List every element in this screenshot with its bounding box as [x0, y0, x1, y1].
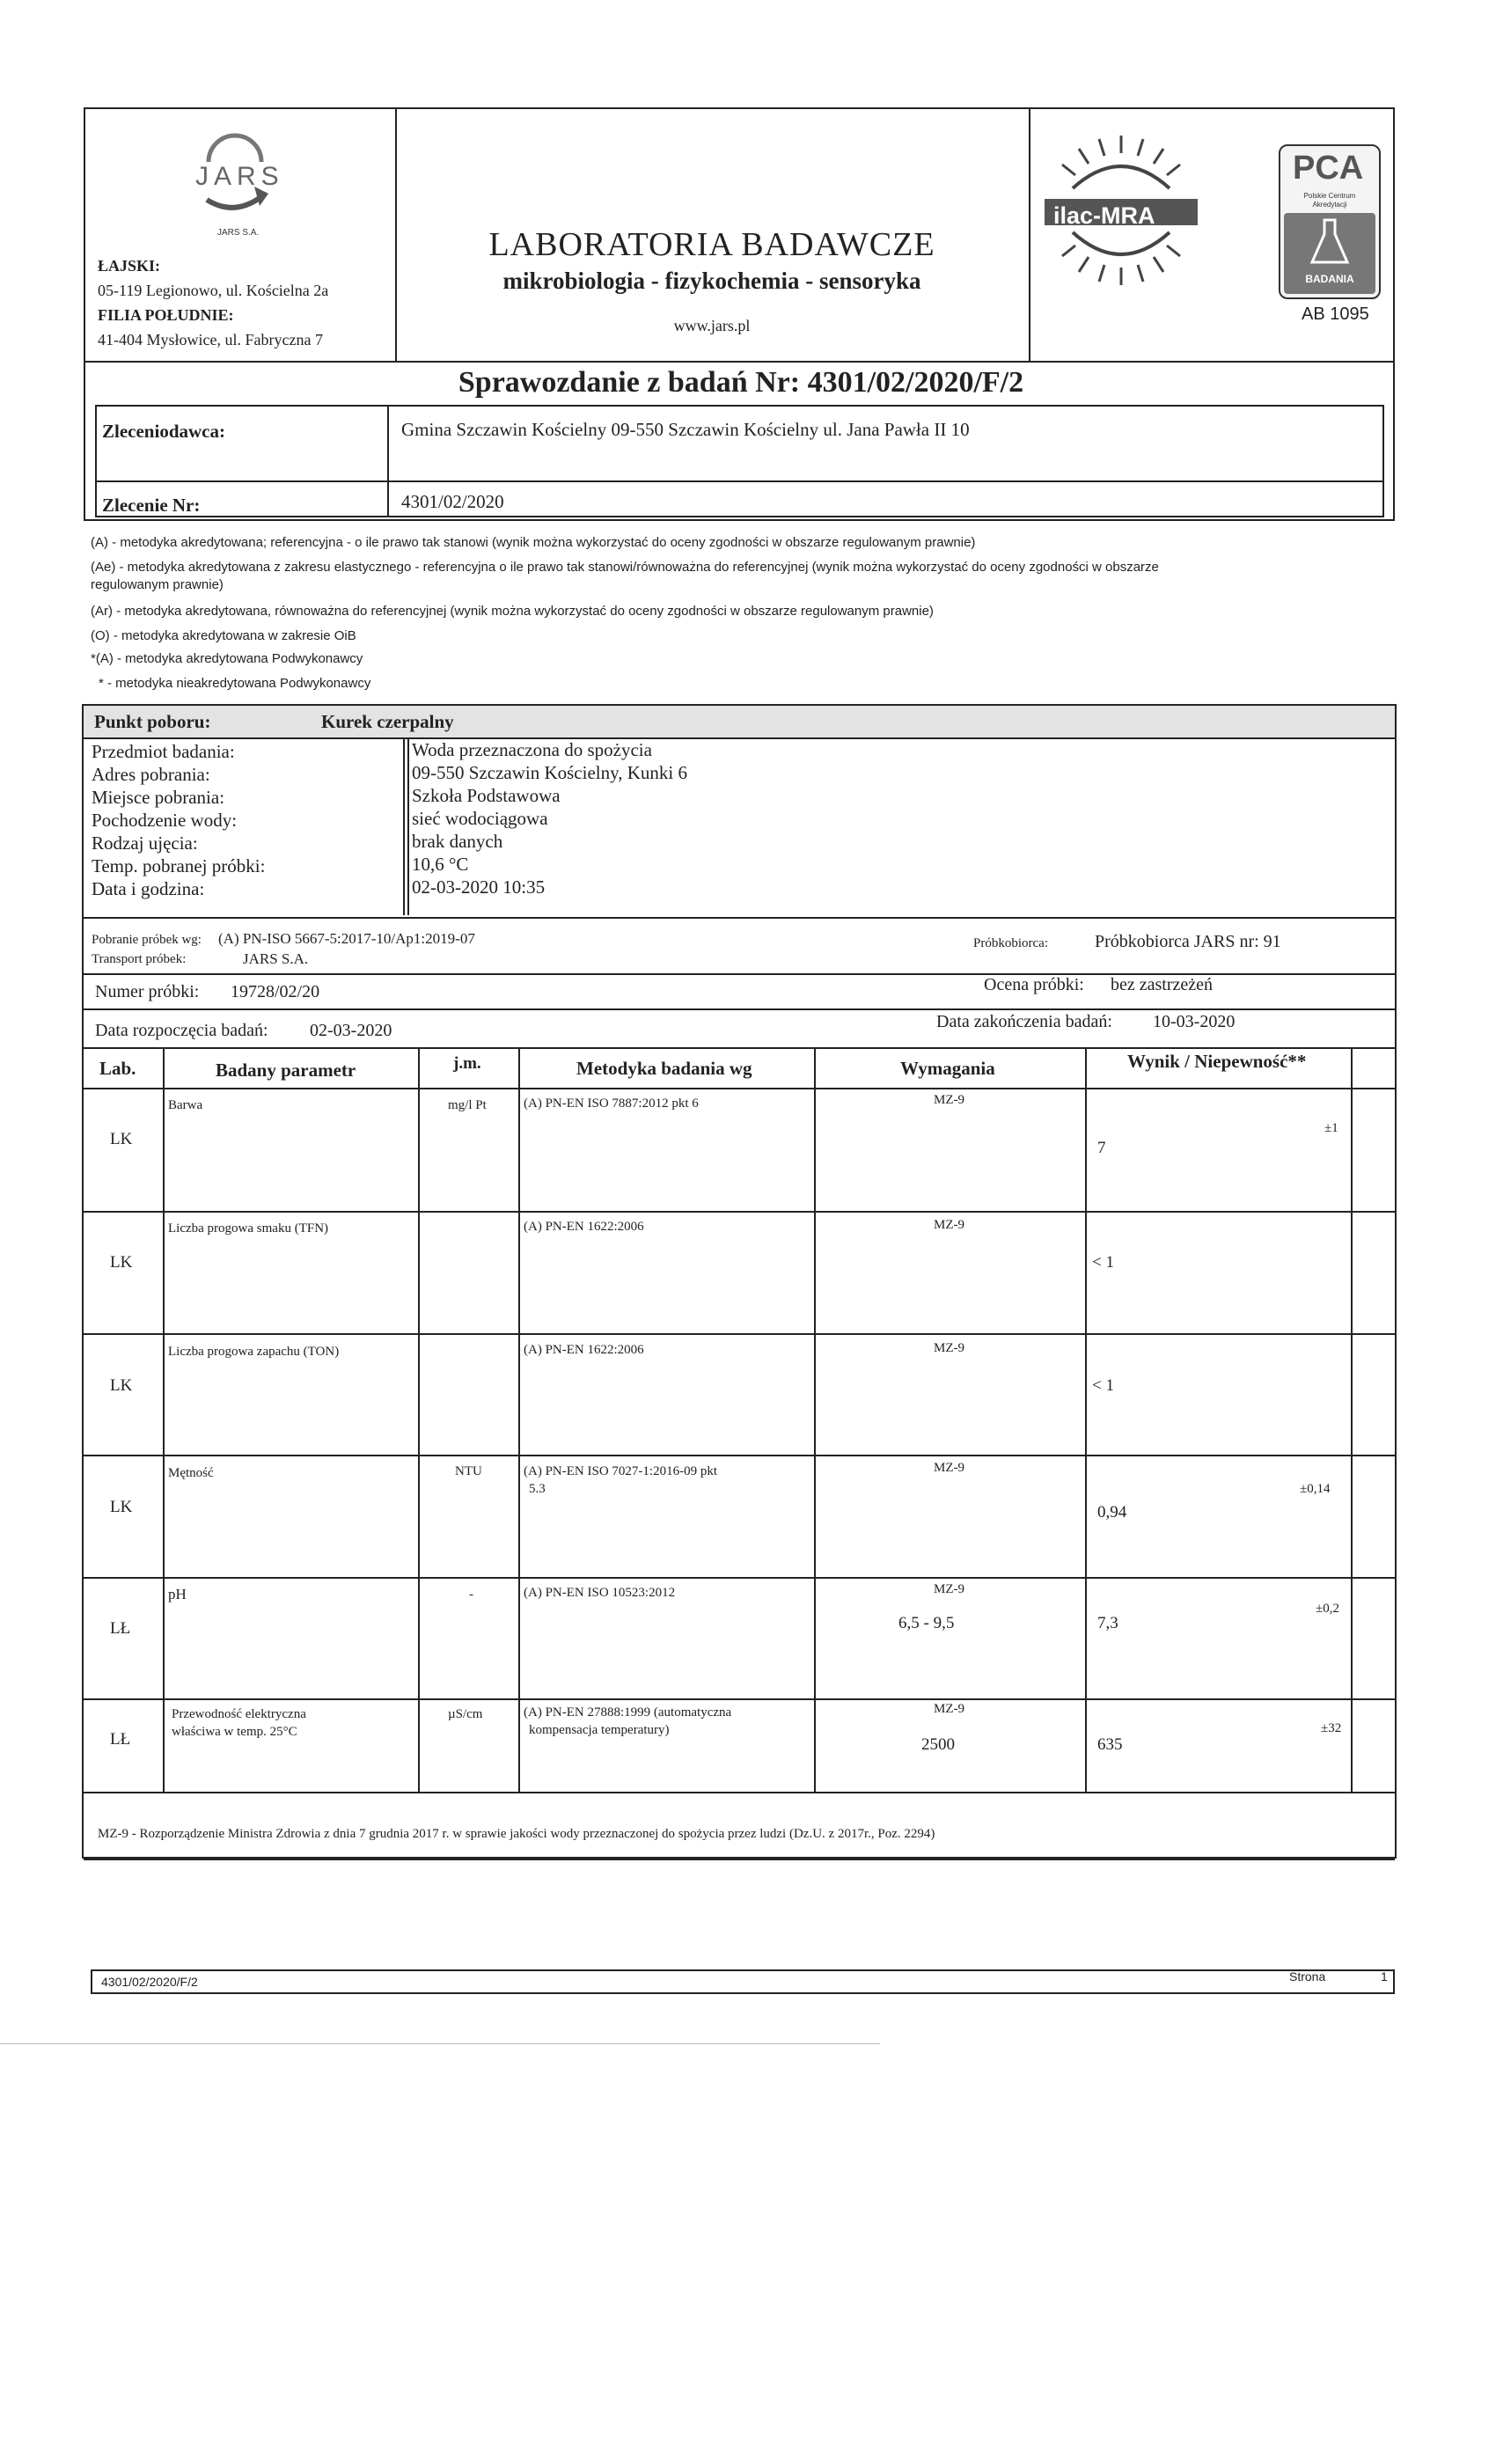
pca-line2: Akredytacji [1312, 201, 1347, 209]
row-lab: LK [110, 1376, 133, 1395]
row-method: (A) PN-EN 1622:2006 [524, 1220, 644, 1234]
sample-number-label: Numer próbki: [95, 982, 200, 1001]
sample-field-label: Pochodzenie wody: [92, 810, 238, 831]
lab-subtitle: mikrobiologia - fizykochemia - sensoryka [502, 268, 921, 294]
row-requirement-code: MZ-9 [934, 1093, 964, 1107]
row-result: 635 [1097, 1735, 1123, 1754]
note-line: (A) - metodyka akredytowana; referencyjna - o ile prawo tak stanowi (wynik można wykorzystać do oceny zgodności w obszarze regulowanym prawnie) [91, 535, 976, 550]
row-lab: LŁ [110, 1730, 131, 1749]
row-unit: µS/cm [448, 1707, 483, 1721]
sample-field-value: 10,6 °C [412, 854, 469, 875]
row-parameter: Przewodność elektryczna [172, 1707, 306, 1721]
sample-field-value: Woda przeznaczona do spożycia [412, 739, 652, 760]
sample-field-label: Data i godzina: [92, 878, 205, 899]
footer-page-label: Strona [1289, 1969, 1326, 1984]
note-line: (O) - metodyka akredytowana w zakresie OiB [91, 628, 356, 643]
row-result: < 1 [1092, 1253, 1114, 1272]
note-line: *(A) - metodyka akredytowana Podwykonawcy [91, 651, 363, 666]
footer-report-number: 4301/02/2020/F/2 [101, 1975, 198, 1989]
page-footer [91, 1969, 1395, 1994]
note-line: regulowanym prawnie) [91, 577, 224, 592]
sampler-value: Próbkobiorca JARS nr: 91 [1095, 932, 1281, 951]
flask-panel [1284, 213, 1375, 294]
start-date-value: 02-03-2020 [310, 1021, 392, 1040]
hq-label: ŁAJSKI: [98, 257, 161, 275]
assessment-value: bez zastrzeżeń [1111, 975, 1214, 994]
report-title: Sprawozdanie z badań Nr: 4301/02/2020/F/2 [458, 366, 1024, 399]
row-uncertainty: ±0,2 [1316, 1602, 1339, 1616]
row-lab: LK [110, 1498, 133, 1516]
row-unit: NTU [455, 1464, 482, 1478]
row-parameter: Liczba progowa zapachu (TON) [168, 1345, 340, 1359]
row-lab: LŁ [110, 1619, 131, 1638]
results-table [84, 1047, 1395, 1841]
sample-field-value: sieć wodociągowa [412, 808, 548, 829]
row-method: (A) PN-EN ISO 10523:2012 [524, 1586, 676, 1600]
pca-line1: Polskie Centrum [1303, 192, 1356, 200]
pca-badge-label: BADANIA [1305, 273, 1354, 285]
row-parameter: Mętność [168, 1466, 214, 1480]
logo-text: JARS [195, 162, 284, 191]
client-value: Gmina Szczawin Kościelny 09-550 Szczawin Kościelny ul. Jana Pawła II 10 [401, 419, 970, 440]
lab-website: www.jars.pl [673, 317, 751, 334]
row-requirement-code: MZ-9 [934, 1582, 964, 1596]
row-result: 7 [1097, 1139, 1106, 1157]
order-value: 4301/02/2020 [401, 491, 504, 512]
transport-value: JARS S.A. [243, 950, 309, 967]
row-result: < 1 [1092, 1376, 1114, 1395]
row-parameter: Barwa [168, 1098, 203, 1112]
row-uncertainty: ±32 [1321, 1721, 1342, 1735]
sample-number-value: 19728/02/20 [231, 982, 320, 1001]
note-line: (Ar) - metodyka akredytowana, równoważna do referencyjnej (wynik można wykorzystać do oceny zgodności w obszarze regulowanym prawnie) [91, 604, 934, 619]
ilac-text: ilac-MRA [1053, 202, 1155, 229]
sample-field-label: Temp. pobranej próbki: [92, 855, 266, 876]
sample-field-value: 02-03-2020 10:35 [412, 876, 546, 898]
company-info [85, 109, 397, 361]
row-parameter: pH [168, 1586, 187, 1602]
col-header-parameter: Badany parametr [216, 1060, 356, 1081]
row-requirement-value: 6,5 - 9,5 [898, 1614, 955, 1632]
row-lab: LK [110, 1130, 133, 1148]
row-method: (A) PN-EN ISO 7887:2012 pkt 6 [524, 1096, 699, 1111]
start-date-label: Data rozpoczęcia badań: [95, 1021, 268, 1040]
row-method: (A) PN-EN 27888:1999 (automatyczna [524, 1705, 732, 1720]
lab-info [395, 109, 1030, 361]
sampler-label: Próbkobiorca: [973, 936, 1048, 950]
table-footnote: MZ-9 - Rozporządzenie Ministra Zdrowia z dnia 7 grudnia 2017 r. w sprawie jakości wody przeznaczonej do spożycia przez ludzi (Dz.U. z 2017r., Poz. 2294) [98, 1827, 935, 1841]
client-label: Zleceniodawca: [102, 421, 225, 442]
sample-field-label: Adres pobrania: [92, 764, 210, 785]
end-date-label: Data zakończenia badań: [936, 1012, 1112, 1031]
row-uncertainty: ±0,14 [1300, 1482, 1331, 1496]
row-requirement-code: MZ-9 [934, 1702, 964, 1716]
col-header-requirements: Wymagania [900, 1058, 995, 1079]
sampling-point-value: Kurek czerpalny [321, 711, 454, 732]
sample-field-value: Szkoła Podstawowa [412, 785, 561, 806]
lab-title: LABORATORIA BADAWCZE [488, 226, 935, 263]
row-method: (A) PN-EN ISO 7027-1:2016-09 pkt [524, 1464, 717, 1478]
row-parameter-cont: właściwa w temp. 25°C [172, 1725, 297, 1739]
row-method-cont: kompensacja temperatury) [529, 1723, 670, 1737]
sample-details [88, 739, 1390, 915]
pca-text: PCA [1293, 150, 1364, 187]
branch-address: 41-404 Mysłowice, ul. Fabryczna 7 [98, 331, 323, 348]
col-header-result: Wynik / Niepewność** [1127, 1051, 1307, 1072]
hq-address: 05-119 Legionowo, ul. Kościelna 2a [98, 282, 329, 299]
note-line: * - metodyka nieakredytowana Podwykonawcy [99, 676, 371, 691]
sample-field-value: brak danych [412, 831, 503, 852]
row-requirement-code: MZ-9 [934, 1461, 964, 1475]
row-requirement-code: MZ-9 [934, 1218, 964, 1232]
sample-field-label: Rodzaj ujęcia: [92, 832, 198, 854]
order-label: Zlecenie Nr: [102, 495, 201, 516]
sampling-point-label: Punkt poboru: [94, 711, 211, 732]
row-method: (A) PN-EN 1622:2006 [524, 1343, 644, 1357]
ab-number: AB 1095 [1302, 304, 1369, 324]
sampling-point-bar [84, 706, 1395, 739]
sample-field-label: Przedmiot badania: [92, 741, 235, 762]
sampling-method-value: (A) PN-ISO 5667-5:2017-10/Ap1:2019-07 [218, 930, 475, 947]
col-header-unit: j.m. [453, 1054, 481, 1073]
row-result: 0,94 [1097, 1503, 1127, 1522]
note-line: (Ae) - metodyka akredytowana z zakresu elastycznego - referencyjna o ile prawo tak stanowi/równoważna do referencyjnej (wynik można wykorzystać do oceny zgodności w obszarze [91, 560, 1159, 575]
logo-caption: JARS S.A. [217, 228, 260, 238]
col-header-method: Metodyka badania wg [576, 1058, 752, 1079]
client-table [95, 405, 1384, 517]
flask-icon [1309, 218, 1351, 268]
row-unit: mg/l Pt [448, 1098, 487, 1112]
sampling-method-label: Pobranie próbek wg: [92, 933, 202, 947]
footer-page-number: 1 [1381, 1969, 1388, 1984]
accreditation-marks [1029, 109, 1393, 361]
row-parameter: Liczba progowa smaku (TFN) [168, 1221, 329, 1236]
row-requirement-code: MZ-9 [934, 1341, 964, 1355]
branch-label: FILIA POŁUDNIE: [98, 306, 234, 324]
row-requirement-value: 2500 [921, 1735, 955, 1754]
report-header [84, 107, 1395, 363]
row-uncertainty: ±1 [1324, 1121, 1338, 1135]
transport-label: Transport próbek: [92, 952, 187, 966]
sample-field-value: 09-550 Szczawin Kościelny, Kunki 6 [412, 762, 687, 783]
col-header-lab: Lab. [99, 1058, 136, 1079]
row-result: 7,3 [1097, 1614, 1118, 1632]
row-method-cont: 5.3 [529, 1482, 546, 1496]
end-date-value: 10-03-2020 [1153, 1012, 1236, 1031]
sample-field-label: Miejsce pobrania: [92, 787, 225, 808]
row-lab: LK [110, 1253, 133, 1272]
row-unit: - [469, 1588, 473, 1602]
pca-badge [1279, 144, 1381, 299]
assessment-label: Ocena próbki: [984, 975, 1084, 994]
